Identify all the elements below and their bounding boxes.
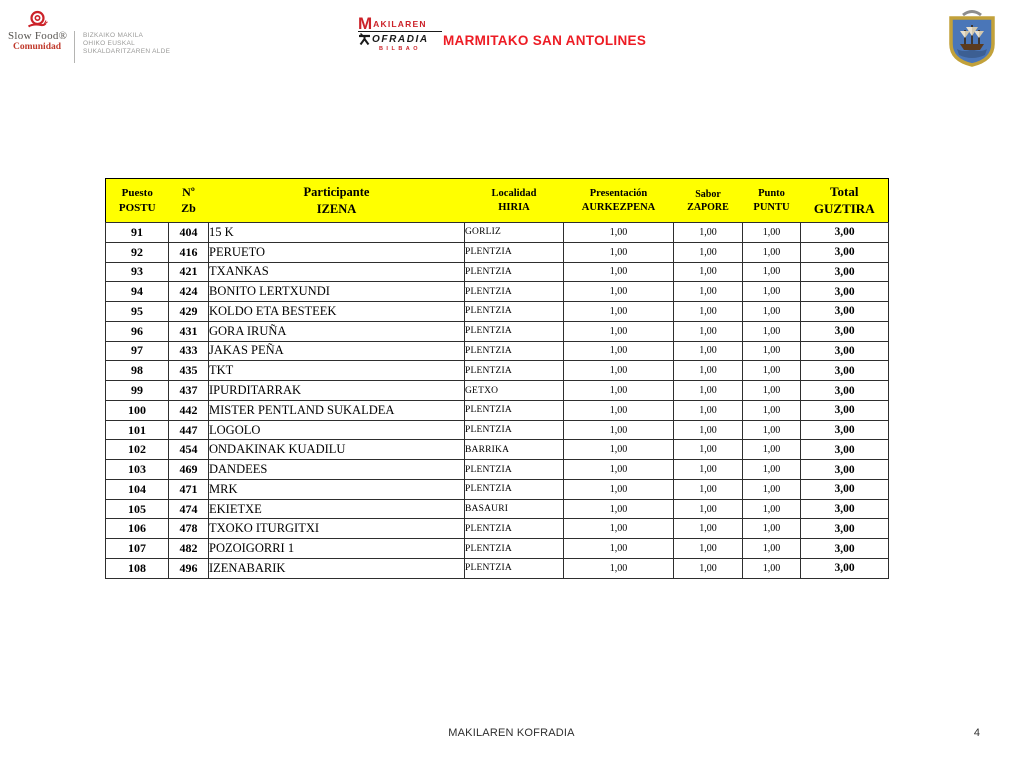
cell-localidad: PLENTZIA — [465, 460, 564, 480]
cell-numero: 447 — [169, 420, 209, 440]
tagline-line: BIZKAIKO MAKILA — [83, 32, 144, 39]
table-row — [106, 361, 889, 381]
makilaren-kofradia-logo — [358, 13, 442, 55]
cell-localidad: PLENTZIA — [465, 559, 564, 579]
col-header-presentacion: Presentación AURKEZPENA — [564, 179, 674, 223]
footer-text: MAKILAREN KOFRADIA — [448, 727, 575, 739]
cell-sabor: 1,00 — [674, 519, 743, 539]
cell-sabor: 1,00 — [674, 420, 743, 440]
slow-food-brand-block — [8, 10, 66, 52]
cell-localidad: PLENTZIA — [465, 400, 564, 420]
cell-total: 3,00 — [801, 499, 889, 519]
cell-numero: 437 — [169, 381, 209, 401]
cell-sabor: 1,00 — [674, 499, 743, 519]
makila-figure-icon — [358, 33, 371, 45]
cell-localidad: PLENTZIA — [465, 242, 564, 262]
table-row — [106, 479, 889, 499]
cell-sabor: 1,00 — [674, 440, 743, 460]
cell-presentacion: 1,00 — [564, 460, 674, 480]
col-header-sabor: Sabor ZAPORE — [674, 179, 743, 223]
logo-line-kofradia: OFRADIA — [358, 31, 442, 45]
cell-localidad: PLENTZIA — [465, 539, 564, 559]
cell-participante: TXOKO ITURGITXI — [209, 519, 465, 539]
table-body — [106, 223, 889, 579]
logo-m-initial: M — [358, 14, 373, 33]
cell-total: 3,00 — [801, 341, 889, 361]
cell-total: 3,00 — [801, 400, 889, 420]
cell-sabor: 1,00 — [674, 341, 743, 361]
logo-line-makilaren: M AKILAREN — [358, 14, 427, 33]
cell-numero: 416 — [169, 242, 209, 262]
cell-punto: 1,00 — [743, 400, 801, 420]
cell-numero: 421 — [169, 262, 209, 282]
cell-puesto: 104 — [106, 479, 169, 499]
table-row — [106, 460, 889, 480]
cell-numero: 478 — [169, 519, 209, 539]
cell-total: 3,00 — [801, 223, 889, 243]
cell-total: 3,00 — [801, 242, 889, 262]
cell-localidad: PLENTZIA — [465, 302, 564, 322]
cell-puesto: 101 — [106, 420, 169, 440]
cell-punto: 1,00 — [743, 381, 801, 401]
cell-sabor: 1,00 — [674, 282, 743, 302]
cell-localidad: PLENTZIA — [465, 321, 564, 341]
cell-sabor: 1,00 — [674, 400, 743, 420]
table-header — [106, 179, 889, 223]
cell-numero: 474 — [169, 499, 209, 519]
cell-punto: 1,00 — [743, 361, 801, 381]
slow-food-wordmark: Slow Food® — [8, 30, 68, 42]
cell-presentacion: 1,00 — [564, 400, 674, 420]
cell-numero: 433 — [169, 341, 209, 361]
cell-presentacion: 1,00 — [564, 321, 674, 341]
cell-presentacion: 1,00 — [564, 539, 674, 559]
cell-presentacion: 1,00 — [564, 420, 674, 440]
col-header-participante: Participante IZENA — [209, 179, 465, 223]
cell-puesto: 108 — [106, 559, 169, 579]
cell-total: 3,00 — [801, 302, 889, 322]
cell-puesto: 107 — [106, 539, 169, 559]
page-title: MARMITAKO SAN ANTOLINES — [443, 33, 647, 48]
cell-sabor: 1,00 — [674, 559, 743, 579]
cell-participante: KOLDO ETA BESTEEK — [209, 302, 465, 322]
cell-participante: ONDAKINAK KUADILU — [209, 440, 465, 460]
table-row — [106, 499, 889, 519]
cell-numero: 424 — [169, 282, 209, 302]
cell-puesto: 100 — [106, 400, 169, 420]
cell-participante: TXANKAS — [209, 262, 465, 282]
cell-sabor: 1,00 — [674, 302, 743, 322]
cell-participante: POZOIGORRI 1 — [209, 539, 465, 559]
bilbao-crest-icon — [944, 8, 1000, 70]
cell-punto: 1,00 — [743, 460, 801, 480]
cell-puesto: 102 — [106, 440, 169, 460]
slow-food-comunidad: Comunidad — [12, 42, 62, 52]
cell-sabor: 1,00 — [674, 381, 743, 401]
cell-total: 3,00 — [801, 420, 889, 440]
cell-sabor: 1,00 — [674, 242, 743, 262]
table-row — [106, 242, 889, 262]
cell-total: 3,00 — [801, 539, 889, 559]
cell-presentacion: 1,00 — [564, 479, 674, 499]
cell-puesto: 105 — [106, 499, 169, 519]
cell-numero: 471 — [169, 479, 209, 499]
cell-sabor: 1,00 — [674, 262, 743, 282]
logo-divider — [74, 31, 75, 63]
cell-punto: 1,00 — [743, 223, 801, 243]
cell-localidad: BASAURI — [465, 499, 564, 519]
table-row — [106, 559, 889, 579]
slow-food-logo — [8, 10, 178, 60]
cell-punto: 1,00 — [743, 341, 801, 361]
cell-localidad: PLENTZIA — [465, 519, 564, 539]
table-row — [106, 440, 889, 460]
cell-total: 3,00 — [801, 262, 889, 282]
cell-total: 3,00 — [801, 440, 889, 460]
cell-presentacion: 1,00 — [564, 242, 674, 262]
cell-total: 3,00 — [801, 282, 889, 302]
cell-presentacion: 1,00 — [564, 559, 674, 579]
page-number: 4 — [973, 727, 980, 739]
table-row — [106, 341, 889, 361]
tagline-line: SUKALDARITZAREN ALDE — [83, 48, 171, 56]
cell-participante: GORA IRUÑA — [209, 321, 465, 341]
cell-puesto: 103 — [106, 460, 169, 480]
cell-total: 3,00 — [801, 479, 889, 499]
cell-localidad: PLENTZIA — [465, 282, 564, 302]
cell-punto: 1,00 — [743, 242, 801, 262]
table-row — [106, 282, 889, 302]
cell-numero: 431 — [169, 321, 209, 341]
cell-punto: 1,00 — [743, 262, 801, 282]
cell-presentacion: 1,00 — [564, 282, 674, 302]
cell-presentacion: 1,00 — [564, 223, 674, 243]
table-row — [106, 519, 889, 539]
cell-sabor: 1,00 — [674, 321, 743, 341]
cell-punto: 1,00 — [743, 559, 801, 579]
cell-participante: LOGOLO — [209, 420, 465, 440]
cell-presentacion: 1,00 — [564, 381, 674, 401]
cell-puesto: 93 — [106, 262, 169, 282]
cell-punto: 1,00 — [743, 302, 801, 322]
cell-participante: 15 K — [209, 223, 465, 243]
cell-participante: IPURDITARRAK — [209, 381, 465, 401]
cell-numero: 454 — [169, 440, 209, 460]
cell-numero: 482 — [169, 539, 209, 559]
cell-total: 3,00 — [801, 321, 889, 341]
cell-total: 3,00 — [801, 460, 889, 480]
cell-punto: 1,00 — [743, 282, 801, 302]
cell-punto: 1,00 — [743, 479, 801, 499]
cell-localidad: PLENTZIA — [465, 341, 564, 361]
cell-participante: MRK — [209, 479, 465, 499]
table-row — [106, 539, 889, 559]
cell-punto: 1,00 — [743, 499, 801, 519]
cell-localidad: PLENTZIA — [465, 479, 564, 499]
cell-punto: 1,00 — [743, 321, 801, 341]
cell-total: 3,00 — [801, 381, 889, 401]
cell-puesto: 98 — [106, 361, 169, 381]
cell-puesto: 97 — [106, 341, 169, 361]
cell-participante: BONITO LERTXUNDI — [209, 282, 465, 302]
cell-numero: 429 — [169, 302, 209, 322]
cell-punto: 1,00 — [743, 539, 801, 559]
cell-presentacion: 1,00 — [564, 361, 674, 381]
col-header-localidad: Localidad HIRIA — [465, 179, 564, 223]
cell-sabor: 1,00 — [674, 223, 743, 243]
cell-sabor: 1,00 — [674, 539, 743, 559]
col-header-numero: Nº Zb — [169, 179, 209, 223]
cell-total: 3,00 — [801, 559, 889, 579]
cell-numero: 435 — [169, 361, 209, 381]
tagline-line: OHIKO EUSKAL — [83, 40, 136, 48]
table-row — [106, 420, 889, 440]
cell-participante: MISTER PENTLAND SUKALDEA — [209, 400, 465, 420]
cell-puesto: 99 — [106, 381, 169, 401]
cell-localidad: PLENTZIA — [465, 420, 564, 440]
cell-participante: DANDEES — [209, 460, 465, 480]
table-row — [106, 262, 889, 282]
cell-participante: JAKAS PEÑA — [209, 341, 465, 361]
cell-puesto: 106 — [106, 519, 169, 539]
results-table — [105, 178, 889, 579]
cell-localidad: GETXO — [465, 381, 564, 401]
cell-presentacion: 1,00 — [564, 519, 674, 539]
table-row — [106, 400, 889, 420]
cell-puesto: 94 — [106, 282, 169, 302]
cell-numero: 442 — [169, 400, 209, 420]
cell-localidad: BARRIKA — [465, 440, 564, 460]
cell-total: 3,00 — [801, 519, 889, 539]
cell-sabor: 1,00 — [674, 361, 743, 381]
cell-localidad: PLENTZIA — [465, 361, 564, 381]
snail-icon — [26, 10, 48, 29]
slow-food-tagline — [83, 32, 170, 57]
cell-puesto: 96 — [106, 321, 169, 341]
cell-presentacion: 1,00 — [564, 341, 674, 361]
cell-presentacion: 1,00 — [564, 262, 674, 282]
table-row — [106, 321, 889, 341]
cell-localidad: PLENTZIA — [465, 262, 564, 282]
cell-participante: IZENABARIK — [209, 559, 465, 579]
col-header-puesto: Puesto POSTU — [106, 179, 169, 223]
cell-participante: EKIETXE — [209, 499, 465, 519]
table-row — [106, 381, 889, 401]
col-header-punto: Punto PUNTU — [743, 179, 801, 223]
cell-punto: 1,00 — [743, 440, 801, 460]
logo-line-bilbao: BILBAO — [378, 46, 422, 52]
cell-presentacion: 1,00 — [564, 499, 674, 519]
cell-punto: 1,00 — [743, 420, 801, 440]
col-header-total: Total GUZTIRA — [801, 179, 889, 223]
cell-numero: 496 — [169, 559, 209, 579]
cell-presentacion: 1,00 — [564, 302, 674, 322]
cell-numero: 404 — [169, 223, 209, 243]
cell-total: 3,00 — [801, 361, 889, 381]
cell-sabor: 1,00 — [674, 479, 743, 499]
cell-localidad: GORLIZ — [465, 223, 564, 243]
cell-puesto: 95 — [106, 302, 169, 322]
cell-puesto: 91 — [106, 223, 169, 243]
cell-participante: TKT — [209, 361, 465, 381]
cell-sabor: 1,00 — [674, 460, 743, 480]
cell-numero: 469 — [169, 460, 209, 480]
table-header-row — [106, 179, 889, 223]
cell-presentacion: 1,00 — [564, 440, 674, 460]
cell-puesto: 92 — [106, 242, 169, 262]
cell-participante: PERUETO — [209, 242, 465, 262]
cell-punto: 1,00 — [743, 519, 801, 539]
table-row — [106, 302, 889, 322]
table-row — [106, 223, 889, 243]
